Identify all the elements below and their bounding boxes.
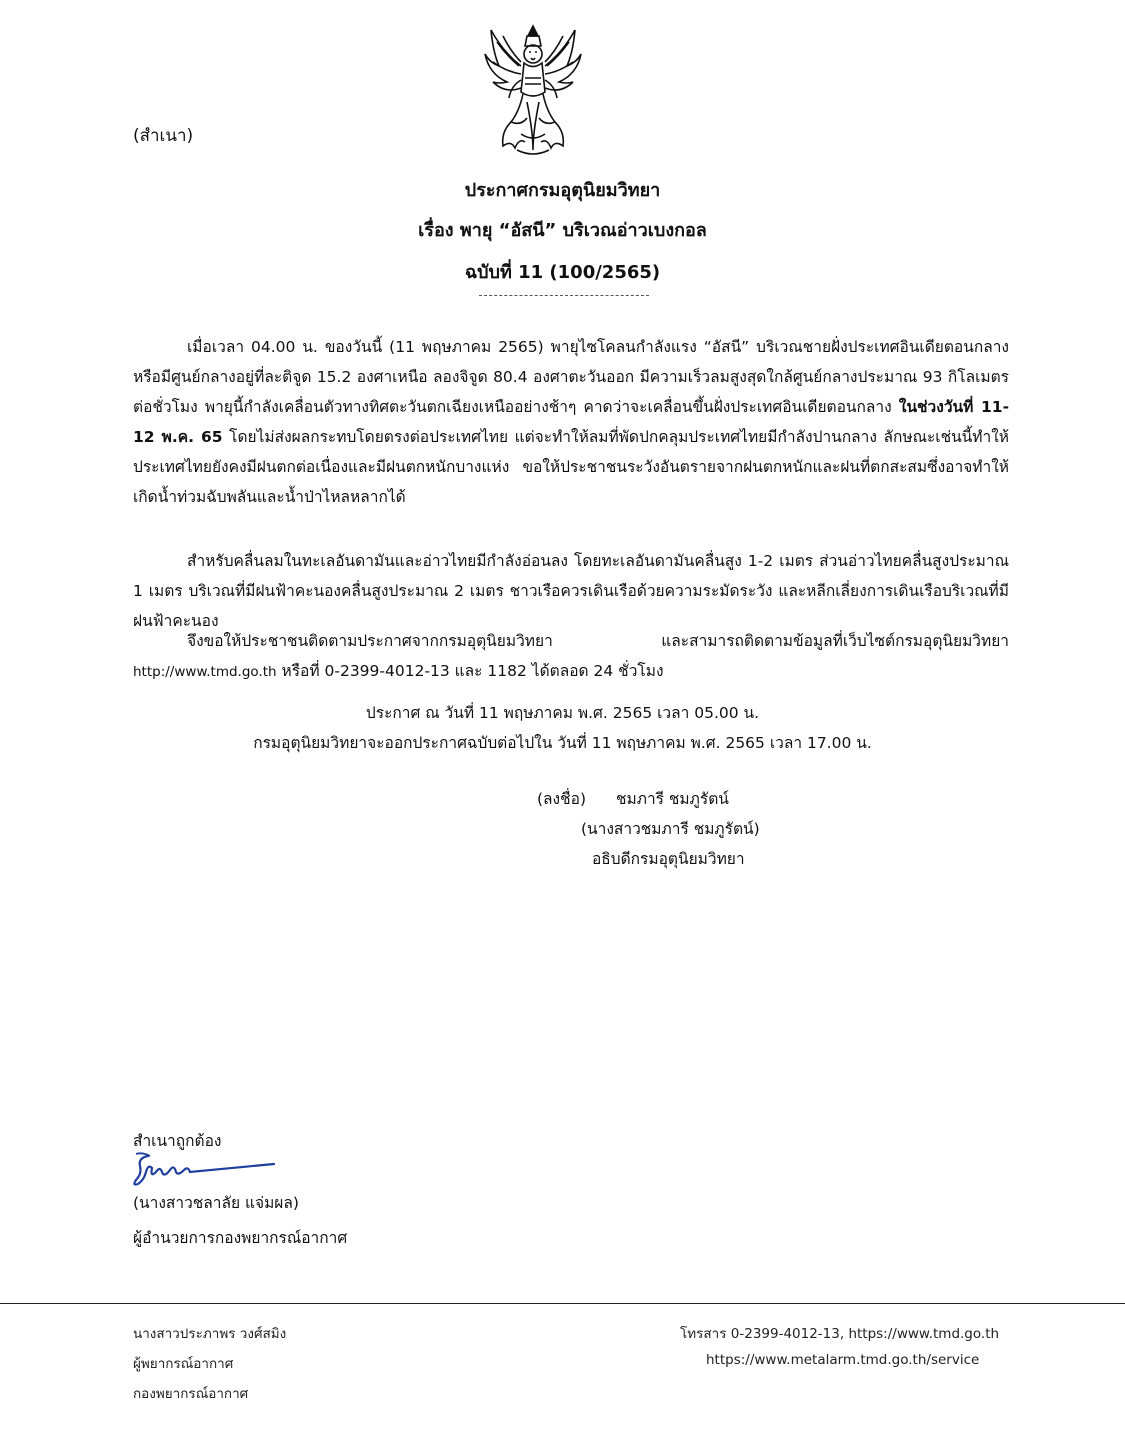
website-link[interactable]: http://www.tmd.go.th (133, 664, 277, 680)
handwritten-signature-icon (128, 1150, 278, 1192)
announcement-title: ประกาศกรมอุตุนิยมวิทยา (464, 180, 661, 201)
contact-text: จึงขอให้ประชาชนติดตามประกาศจากกรมอุตุนิยมวิทยา และสามารถติดตามข้อมูลที่เว็บไซต์กรมอุตุนิยมวิทยา (187, 632, 1009, 650)
certifier-position: ผู้อำนวยการกองพยากรณ์อากาศ (133, 1229, 348, 1247)
contact-phone-text: หรือที่ 0-2399-4012-13 และ 1182 ได้ตลอด 24 ชั่วโมง (276, 662, 664, 680)
title-separator (479, 295, 649, 296)
garuda-emblem-icon (481, 22, 585, 160)
signatory-full-name: (นางสาวชมภารี ชมภูรัตน์) (581, 820, 760, 838)
announcement-subject: เรื่อง พายุ “อัสนี” บริเวณอ่าวเบงกอล (418, 220, 707, 241)
metalarm-link[interactable]: https://www.metalarm.tmd.go.th/service (706, 1352, 980, 1368)
paragraph-storm-status (133, 332, 1009, 512)
storm-impact-text: โดยไม่ส่งผลกระทบโดยตรงต่อประเทศไทย แต่จะทำให้ลมที่พัดปกคลุมประเทศไทยมีกำลังปานกลาง ลักษณะเช่นนี้ทำให้ประเทศไทยยังคงมีฝนตกต่อเนื่องและมีฝนตกหนักบางแห่ง ขอให้ประชาชนระวังอันตรายจากฝนตกหนักและฝนที่ตกสะสมซึ่งอาจทำให้เกิดน้ำท่วมฉับพลันและน้ำป่าไหลหลากได้ (133, 428, 1009, 506)
footer-divider (0, 1303, 1125, 1304)
paragraph-sea-conditions: สำหรับคลื่นลมในทะเลอันดามันและอ่าวไทยมีกำลังอ่อนลง โดยทะเลอันดามันคลื่นสูง 1-2 เมตร ส่วนอ่าวไทยคลื่นสูงประมาณ 1 เมตร บริเวณที่มีฝนฟ้าคะนองคลื่นสูงประมาณ 2 เมตร ชาวเรือควรเดินเรือด้วยความระมัดระวัง และหลีกเลี่ยงการเดินเรือบริเวณที่มีฝนฟ้าคะนอง (133, 552, 1009, 630)
certifier-name: (นางสาวชลาลัย แจ่มผล) (133, 1194, 299, 1212)
fax-and-website[interactable]: โทรสาร 0-2399-4012-13, https://www.tmd.go.th (680, 1326, 1000, 1342)
announcement-issue: ฉบับที่ 11 (100/2565) (464, 262, 661, 283)
copy-label: (สำเนา) (133, 126, 194, 146)
landfall-period: ในช่วงวันที่ 11-12 พ.ค. 65 (133, 398, 1010, 446)
paragraph-contact (133, 626, 1009, 687)
signatory-position: อธิบดีกรมอุตุนิยมวิทยา (592, 850, 745, 868)
signed-line (537, 786, 729, 811)
forecaster-name: นางสาวประภาพร วงศ์สมิง (133, 1326, 287, 1342)
certified-copy-label: สำเนาถูกต้อง (133, 1132, 222, 1150)
forecaster-position: ผู้พยากรณ์อากาศ (133, 1356, 234, 1372)
storm-status-text: เมื่อเวลา 04.00 น. ของวันนี้ (11 พฤษภาคม 2565) พายุไซโคลนกำลังแรง “อัสนี” บริเวณชายฝั่งประเทศอินเดียตอนกลาง หรือมีศูนย์กลางอยู่ที่ละติจูด 15.2 องศาเหนือ ลองจิจูด 80.4 องศาตะวันออก มีความเร็วลมสูงสุดใกล้ศูนย์กลางประมาณ 93 กิโลเมตรต่อชั่วโมง พายุนี้กำลังเคลื่อนตัวทางทิศตะวันตกเฉียงเหนืออย่างช้าๆ คาดว่าจะเคลื่อนขึ้นฝั่งประเทศอินเดียตอนกลาง (133, 338, 1009, 416)
signed-label: (ลงชื่อ) (537, 790, 586, 808)
signed-name: ชมภารี ชมภูรัตน์ (616, 790, 729, 808)
forecaster-division: กองพยากรณ์อากาศ (133, 1386, 249, 1402)
issued-datetime: ประกาศ ณ วันที่ 11 พฤษภาคม พ.ศ. 2565 เวลา 05.00 น. (365, 704, 760, 722)
next-issue-datetime: กรมอุตุนิยมวิทยาจะออกประกาศฉบับต่อไปใน วันที่ 11 พฤษภาคม พ.ศ. 2565 เวลา 17.00 น. (253, 734, 872, 752)
